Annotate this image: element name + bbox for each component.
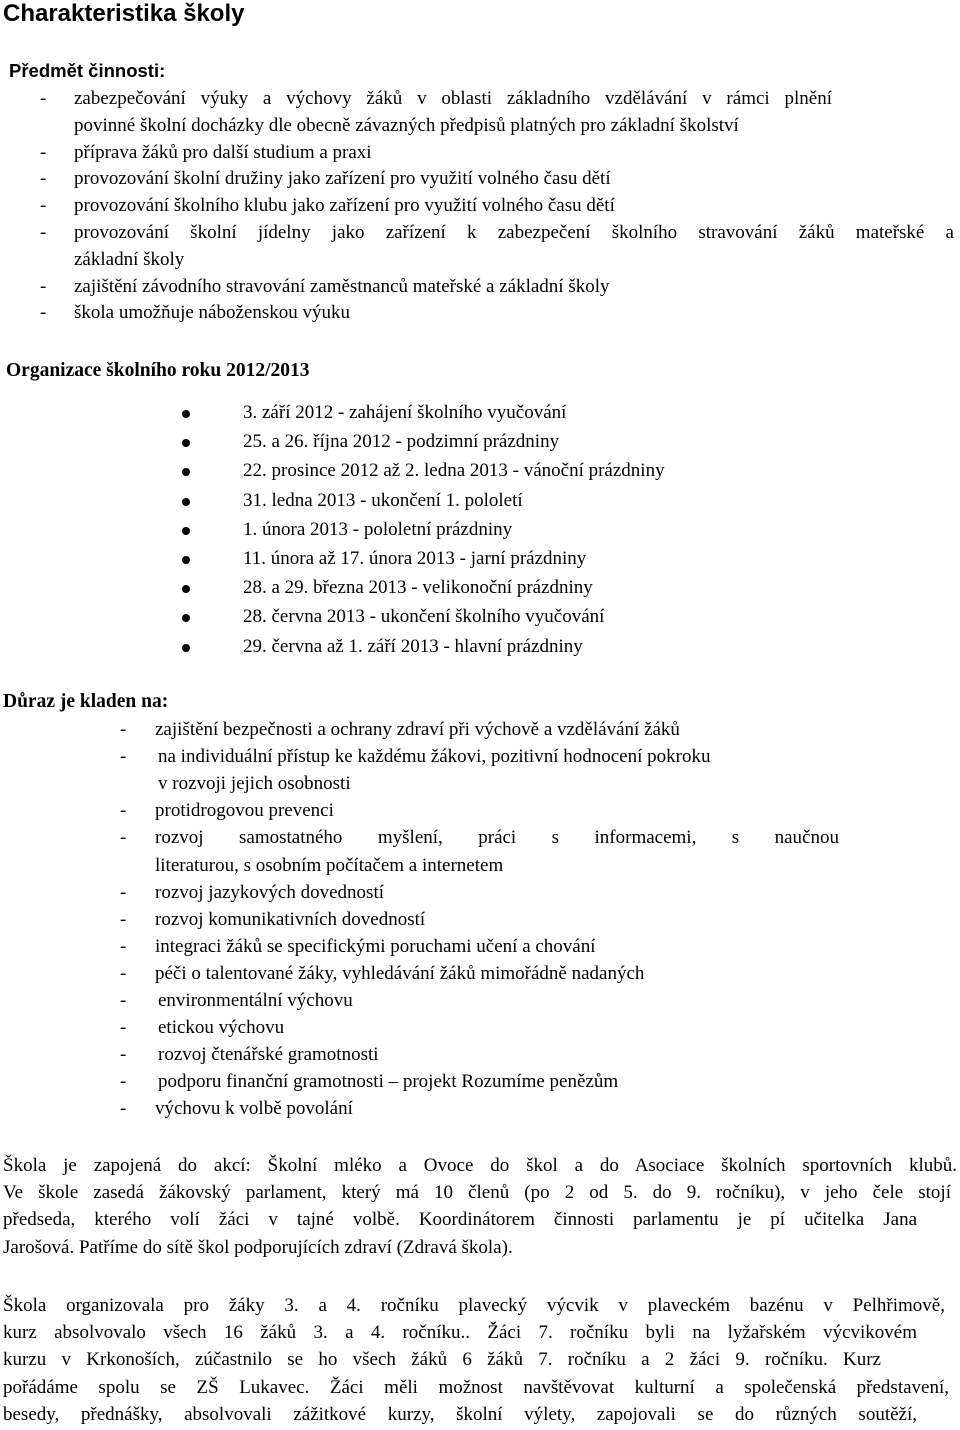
list-dash: - bbox=[40, 168, 47, 190]
list-item: rozvoj komunikativních dovedností bbox=[155, 908, 426, 930]
paragraph-line: kurzu v Krkonoších, zúčastnilo se ho všech žáků 6 žáků 7. ročníku a 2 žáci 9. ročníku. Kurz bbox=[3, 1349, 881, 1371]
bullet-icon bbox=[182, 556, 190, 564]
list-item: protidrogovou prevenci bbox=[155, 800, 334, 822]
list-item: provozování školní jídelny jako zařízení k zabezpečení školního stravování žáků mateřské a bbox=[74, 222, 954, 243]
paragraph-line: besedy, přednášky, absolvovali zážitkové kurzy, školní výlety, zapojovali se do různých soutěží, bbox=[3, 1403, 917, 1425]
list-item: provozování školní družiny jako zařízení pro využití volného času dětí bbox=[74, 168, 611, 190]
list-dash: - bbox=[40, 195, 47, 217]
list-dash: - bbox=[120, 827, 127, 849]
list-dash: - bbox=[120, 1017, 127, 1039]
list-dash: - bbox=[120, 990, 127, 1011]
list-item: 28. a 29. března 2013 - velikonoční prázdniny bbox=[243, 577, 593, 599]
list-item: literaturou, s osobním počítačem a internetem bbox=[155, 854, 504, 876]
list-dash: - bbox=[120, 962, 127, 984]
paragraph-line: pořádáme spolu se ZŠ Lukavec. Žáci měli možnost navštěvovat kulturní a společenská představení, bbox=[3, 1376, 949, 1398]
page-title: Charakteristika školy bbox=[3, 0, 245, 27]
section-heading-duraz: Důraz je kladen na: bbox=[3, 691, 169, 712]
list-item: 31. ledna 2013 - ukončení 1. pololetí bbox=[243, 489, 523, 511]
bullet-icon bbox=[182, 527, 190, 535]
list-dash: - bbox=[40, 141, 47, 163]
list-item: provozování školního klubu jako zařízení pro využití volného času dětí bbox=[74, 195, 615, 217]
list-dash: - bbox=[40, 275, 47, 297]
list-item: péči o talentované žáky, vyhledávání žáků mimořádně nadaných bbox=[155, 962, 645, 984]
list-item: výchovu k volbě povolání bbox=[155, 1098, 353, 1120]
list-item: příprava žáků pro další studium a praxi bbox=[74, 141, 372, 163]
list-item: 11. února až 17. února 2013 - jarní prázdniny bbox=[243, 548, 587, 569]
paragraph-line: Ve škole zasedá žákovský parlament, který má 10 členů (po 2 od 5. do 9. ročníku), v jeho čele stojí bbox=[3, 1182, 951, 1204]
list-item: povinné školní docházky dle obecně závazných předpisů platných pro základní školství bbox=[74, 114, 739, 136]
list-dash: - bbox=[40, 302, 47, 324]
list-item: rozvoj čtenářské gramotnosti bbox=[158, 1044, 379, 1066]
list-item: 25. a 26. října 2012 - podzimní prázdniny bbox=[243, 431, 560, 453]
paragraph-line: předseda, kterého volí žáci v tajné volbě. Koordinátorem činnosti parlamentu je pí učitelka Jana bbox=[3, 1209, 917, 1231]
list-item: základní školy bbox=[74, 248, 185, 270]
list-dash: - bbox=[120, 908, 127, 930]
section-heading-predmet: Předmět činnosti: bbox=[9, 60, 166, 81]
list-item: na individuální přístup ke každému žákovi, pozitivní hodnocení pokroku bbox=[158, 746, 711, 768]
list-item: podporu finanční gramotnosti – projekt Rozumíme penězům bbox=[158, 1071, 619, 1093]
list-dash: - bbox=[120, 1044, 127, 1066]
list-item: 28. června 2013 - ukončení školního vyučování bbox=[243, 606, 605, 628]
bullet-icon bbox=[182, 468, 190, 476]
bullet-icon bbox=[182, 585, 190, 593]
paragraph-line: Jarošová. Patříme do sítě škol podporujících zdraví (Zdravá škola). bbox=[3, 1236, 513, 1258]
list-dash: - bbox=[40, 222, 47, 243]
list-dash: - bbox=[120, 1098, 127, 1120]
list-dash: - bbox=[120, 719, 127, 740]
list-item: škola umožňuje náboženskou výuku bbox=[74, 302, 350, 324]
list-item: rozvoj samostatného myšlení, práci s informacemi, s naučnou bbox=[155, 827, 839, 849]
list-dash: - bbox=[120, 935, 127, 957]
bullet-icon bbox=[182, 410, 190, 418]
list-item: etickou výchovu bbox=[158, 1017, 285, 1039]
list-item: 29. června až 1. září 2013 - hlavní prázdniny bbox=[243, 635, 583, 657]
bullet-icon bbox=[182, 614, 190, 622]
list-dash: - bbox=[120, 800, 127, 822]
bullet-icon bbox=[182, 439, 190, 447]
section-heading-organizace: Organizace školního roku 2012/2013 bbox=[6, 360, 310, 381]
list-dash: - bbox=[120, 1071, 127, 1093]
list-item: 3. září 2012 - zahájení školního vyučování bbox=[243, 402, 567, 423]
list-item: v rozvoji jejich osobnosti bbox=[158, 773, 351, 795]
list-dash: - bbox=[120, 881, 127, 903]
list-dash: - bbox=[120, 746, 127, 768]
bullet-icon bbox=[182, 498, 190, 506]
paragraph-line: kurz absolvovalo všech 16 žáků 3. a 4. ročníku.. Žáci 7. ročníku byli na lyžařském výcvikovém bbox=[3, 1322, 917, 1344]
list-item: 1. února 2013 - pololetní prázdniny bbox=[243, 518, 513, 540]
list-item: zabezpečování výuky a výchovy žáků v oblasti základního vzdělávání v rámci plnění bbox=[74, 88, 832, 109]
list-item: 22. prosince 2012 až 2. ledna 2013 - vánoční prázdniny bbox=[243, 460, 665, 482]
paragraph-line: Škola je zapojená do akcí: Školní mléko a Ovoce do škol a do Asociace školních sportovních klubů. bbox=[3, 1155, 957, 1176]
list-item: environmentální výchovu bbox=[158, 990, 353, 1011]
list-item: zajištění bezpečnosti a ochrany zdraví při výchově a vzdělávání žáků bbox=[155, 719, 680, 740]
paragraph-line: Škola organizovala pro žáky 3. a 4. ročníku plavecký výcvik v plaveckém bazénu v Pelhřimově, bbox=[3, 1295, 945, 1316]
list-item: rozvoj jazykových dovedností bbox=[155, 881, 385, 903]
list-item: zajištění závodního stravování zaměstnanců mateřské a základní školy bbox=[74, 275, 610, 297]
list-item: integraci žáků se specifickými poruchami učení a chování bbox=[155, 935, 596, 957]
bullet-icon bbox=[182, 644, 190, 652]
list-dash: - bbox=[40, 88, 47, 109]
